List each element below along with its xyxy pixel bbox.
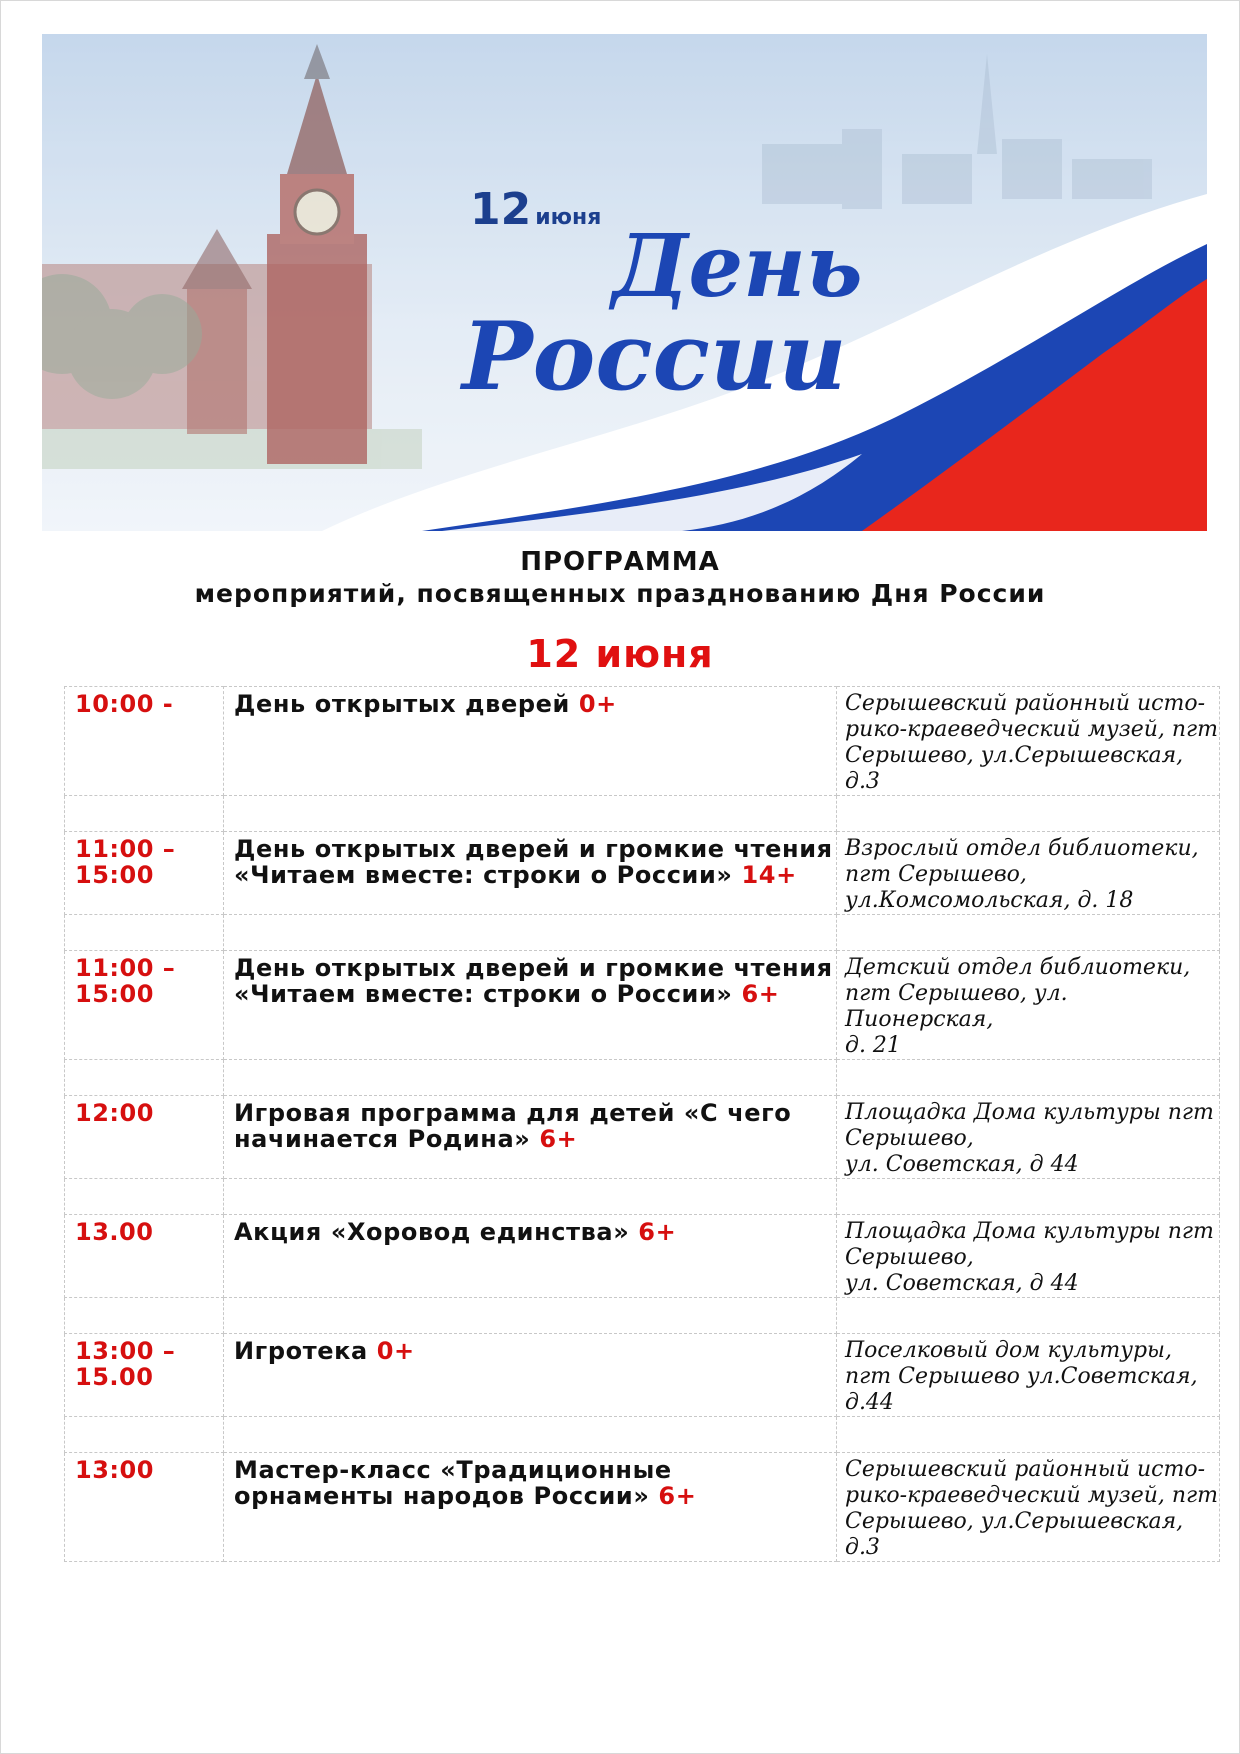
spacer-cell xyxy=(837,796,1220,832)
event-title: День открытых дверей и громкие чтения «Читаем вместе: строки о России» xyxy=(234,835,833,889)
event-time: 10:00 - xyxy=(75,690,174,718)
spacer-cell xyxy=(837,1298,1220,1334)
event-time: 12:00 xyxy=(75,1099,154,1127)
event-time: 13:00 – 15.00 xyxy=(75,1337,176,1391)
place-cell xyxy=(837,951,1220,1060)
event-time: 13:00 xyxy=(75,1456,154,1484)
time-cell xyxy=(65,951,224,1060)
spacer-cell xyxy=(65,1417,224,1453)
spacer-cell xyxy=(224,915,837,951)
spacer-cell xyxy=(224,1179,837,1215)
place-cell xyxy=(837,1334,1220,1417)
table-row xyxy=(65,951,1220,1060)
age-rating: 14+ xyxy=(741,861,797,889)
event-time: 11:00 – 15:00 xyxy=(75,835,176,889)
event-description xyxy=(234,1100,836,1152)
spacer-cell xyxy=(837,1060,1220,1096)
event-title: Мастер-класс «Традиционные орнаменты народов России» xyxy=(234,1456,672,1510)
spacer-row xyxy=(65,796,1220,832)
event-title: День открытых дверей xyxy=(234,690,570,718)
time-cell xyxy=(65,1453,224,1562)
banner-title-line1: День xyxy=(612,216,863,317)
time-cell xyxy=(65,1096,224,1179)
time-cell xyxy=(65,832,224,915)
event-time: 11:00 – 15:00 xyxy=(75,954,176,1008)
spacer-cell xyxy=(65,915,224,951)
event-cell xyxy=(224,832,837,915)
age-rating: 0+ xyxy=(578,690,617,718)
event-cell xyxy=(224,1215,837,1298)
event-time: 13.00 xyxy=(75,1218,154,1246)
spacer-row xyxy=(65,915,1220,951)
event-location: Детский отдел библиотеки, пгт Серышево, ул. Пионерская, д. 21 xyxy=(845,955,1191,1058)
spacer-cell xyxy=(224,1417,837,1453)
time-cell xyxy=(65,1334,224,1417)
spacer-cell xyxy=(224,1060,837,1096)
event-location: Серышевский районный исто- рико-краеведческий музей, пгт Серышево, ул.Серышевская, д.3 xyxy=(845,1457,1219,1560)
event-location: Серышевский районный исто- рико-краеведческий музей, пгт Серышево, ул.Серышевская, д.3 xyxy=(845,691,1219,794)
banner-date-number: 12 xyxy=(470,184,532,235)
spacer-cell xyxy=(837,1417,1220,1453)
place-cell xyxy=(837,832,1220,915)
spacer-row xyxy=(65,1179,1220,1215)
event-description xyxy=(234,1219,836,1245)
event-location: Поселковый дом культуры, пгт Серышево ул.Советская, д.44 xyxy=(845,1338,1198,1415)
age-rating: 0+ xyxy=(376,1337,415,1365)
spacer-cell xyxy=(65,796,224,832)
event-title: Игровая программа для детей «С чего начинается Родина» xyxy=(234,1099,792,1153)
age-rating: 6+ xyxy=(658,1482,697,1510)
event-title: День открытых дверей и громкие чтения «Читаем вместе: строки о России» xyxy=(234,954,833,1008)
event-cell xyxy=(224,1334,837,1417)
event-title: Игротека xyxy=(234,1337,368,1365)
age-rating: 6+ xyxy=(638,1218,677,1246)
spacer-row xyxy=(65,1060,1220,1096)
spacer-cell xyxy=(224,796,837,832)
event-description xyxy=(234,955,836,1007)
time-cell xyxy=(65,1215,224,1298)
place-cell xyxy=(837,1453,1220,1562)
time-cell xyxy=(65,687,224,796)
program-date: 12 июня xyxy=(526,632,714,676)
spacer-cell xyxy=(837,915,1220,951)
event-cell xyxy=(224,1096,837,1179)
event-location: Взрослый отдел библиотеки, пгт Серышево, ул.Комсомольская, д. 18 xyxy=(845,836,1199,913)
banner-title-line2: России xyxy=(462,302,847,412)
table-row xyxy=(65,1096,1220,1179)
spacer-cell xyxy=(65,1298,224,1334)
program-table-body xyxy=(65,687,1220,1562)
program-subtitle: мероприятий, посвященных празднованию Дня России xyxy=(194,579,1046,608)
age-rating: 6+ xyxy=(741,980,780,1008)
event-location: Площадка Дома культуры пгт Серышево, ул. Советская, д 44 xyxy=(845,1100,1214,1177)
event-description xyxy=(234,691,836,717)
table-row xyxy=(65,1215,1220,1298)
event-title: Акция «Хоровод единства» xyxy=(234,1218,630,1246)
event-description xyxy=(234,1457,836,1509)
event-location: Площадка Дома культуры пгт Серышево, ул. Советская, д 44 xyxy=(845,1219,1214,1296)
place-cell xyxy=(837,1215,1220,1298)
spacer-row xyxy=(65,1417,1220,1453)
age-rating: 6+ xyxy=(539,1125,578,1153)
program-title: ПРОГРАММА xyxy=(520,547,720,577)
spacer-cell xyxy=(65,1179,224,1215)
spacer-cell xyxy=(65,1060,224,1096)
place-cell xyxy=(837,687,1220,796)
banner-image xyxy=(42,34,1207,531)
table-row xyxy=(65,1453,1220,1562)
event-cell xyxy=(224,1453,837,1562)
banner-date-month: июня xyxy=(535,205,602,230)
program-heading xyxy=(0,546,1240,610)
spacer-cell xyxy=(224,1298,837,1334)
table-row xyxy=(65,687,1220,796)
place-cell xyxy=(837,1096,1220,1179)
event-cell xyxy=(224,687,837,796)
event-description xyxy=(234,1338,836,1364)
spacer-cell xyxy=(837,1179,1220,1215)
program-table xyxy=(64,686,1220,1562)
event-description xyxy=(234,836,836,888)
event-cell xyxy=(224,951,837,1060)
table-row xyxy=(65,832,1220,915)
table-row xyxy=(65,1334,1220,1417)
spacer-row xyxy=(65,1298,1220,1334)
